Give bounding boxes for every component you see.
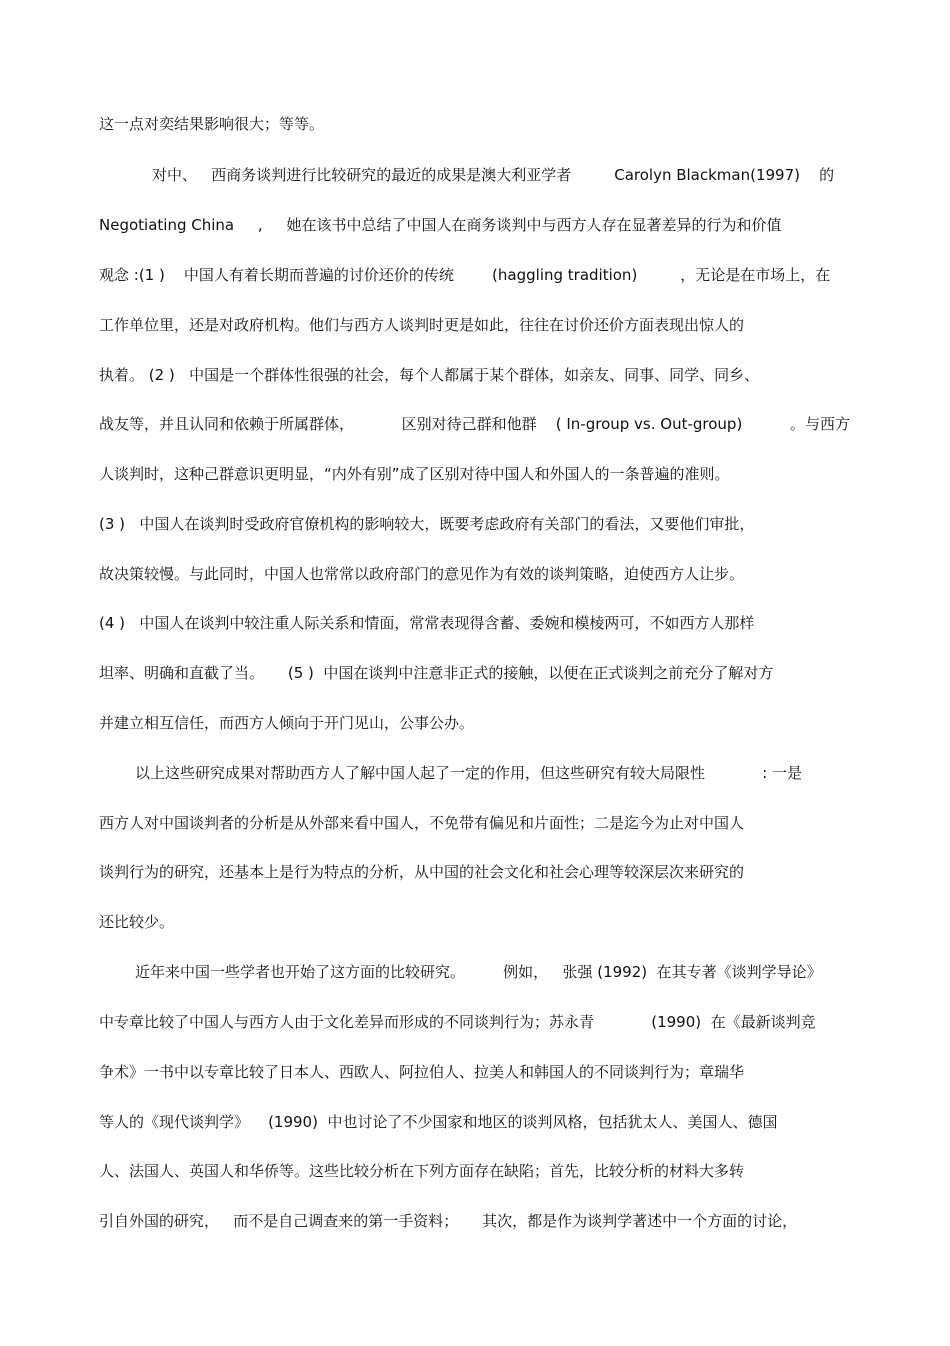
text-line: 引自外国的研究， 而不是自己调查来的第一手资料； 其次，都是作为谈判学著述中一个方面的讨论， (99, 1212, 798, 1230)
text-line: 对中、 西商务谈判进行比较研究的最近的成果是澳大利亚学者 Carolyn Blackman(1997) 的 (152, 166, 835, 184)
text-line: 等人的《现代谈判学》 (1990) 中也讨论了不少国家和地区的谈判风格，包括犹太人、美国人、德国 (99, 1113, 778, 1131)
text-line: 执着。 (2 ) 中国是一个群体性很强的社会，每个人都属于某个群体，如亲友、同事、同学、同乡、 (99, 366, 760, 384)
text-line: 还比较少。 (99, 913, 175, 931)
text-line: 并建立相互信任，而西方人倾向于开门见山，公事公办。 (99, 714, 475, 732)
text-line: 争术》一书中以专章比较了日本人、西欧人、阿拉伯人、拉美人和韩国人的不同谈判行为；章瑞华 (99, 1063, 745, 1081)
text-line: 谈判行为的研究，还基本上是行为特点的分析，从中国的社会文化和社会心理等较深层次来研究的 (99, 863, 745, 881)
text-line: 人谈判时，这种己群意识更明显，“内外有别”成了区别对待中国人和外国人的一条普遍的准则。 (99, 465, 730, 483)
text-line: 战友等，并且认同和依赖于所属群体， 区别对待己群和他群 ( In-group vs. Out-group) 。与西方 (99, 415, 850, 433)
text-line: (4 ) 中国人在谈判中较注重人际关系和情面，常常表现得含蓄、委婉和模棱两可，不如西方人那样 (99, 614, 755, 632)
text-line: (3 ) 中国人在谈判时受政府官僚机构的影响较大，既要考虑政府有关部门的看法，又要他们审批， (99, 515, 755, 533)
text-line: 中专章比较了中国人与西方人由于文化差异而形成的不同谈判行为；苏永青 (1990) 在《最新谈判竞 (99, 1013, 816, 1031)
text-line: Negotiating China , 她在该书中总结了中国人在商务谈判中与西方人存在显著差异的行为和价值 (99, 216, 782, 234)
text-line: 以上这些研究成果对帮助西方人了解中国人起了一定的作用，但这些研究有较大局限性 : 一是 (135, 764, 803, 782)
text-line: 观念 :(1 ) 中国人有着长期而普遍的讨价还价的传统 (haggling tradition) ，无论是在市场上，在 (99, 266, 831, 284)
text-line: 工作单位里，还是对政府机构。他们与西方人谈判时更是如此，往往在讨价还价方面表现出惊人的 (99, 316, 745, 334)
text-line: 这一点对奕结果影响很大；等等。 (99, 115, 325, 133)
text-line: 坦率、明确和直截了当。 (5 ) 中国在谈判中注意非正式的接触，以便在正式谈判之前充分了解对方 (99, 664, 774, 682)
text-line: 人、法国人、英国人和华侨等。这些比较分析在下列方面存在缺陷；首先，比较分析的材料大多转 (99, 1162, 745, 1180)
text-line: 故决策较慢。与此同时，中国人也常常以政府部门的意见作为有效的谈判策略，迫使西方人让步。 (99, 565, 745, 583)
text-line: 近年来中国一些学者也开始了这方面的比较研究。 例如， 张强 (1992) 在其专著《谈判学导论》 (135, 963, 822, 981)
text-line: 西方人对中国谈判者的分析是从外部来看中国人，不免带有偏见和片面性；二是迄今为止对中国人 (99, 814, 745, 832)
